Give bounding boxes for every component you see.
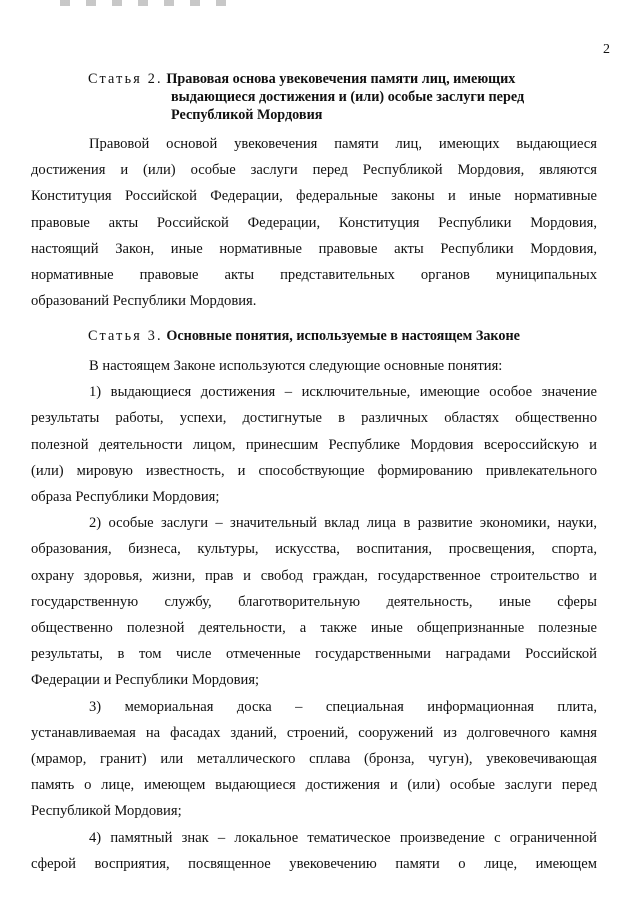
item-2-line: охрану здоровья, жизни, прав и свобод граждан, государственное строительство и: [31, 567, 597, 584]
page-number: 2: [603, 42, 610, 57]
item-4-line: 4) памятный знак – локальное тематическое произведение с ограниченной: [89, 829, 597, 846]
article-3-label: Статья 3.: [88, 328, 163, 344]
item-2-line: Федерации и Республики Мордовия;: [31, 672, 260, 689]
body-line: Правовой основой увековечения памяти лиц, имеющих выдающиеся: [89, 136, 597, 152]
body-line: нормативные правовые акты представительных органов муниципальных: [31, 267, 597, 284]
item-2-line: общественно полезной деятельности, а также иные общепризнанные полезные: [31, 620, 597, 637]
body-line: правовые акты Российской Федерации, Конституция Республики Мордовия,: [31, 214, 597, 231]
body-line: образований Республики Мордовия.: [31, 293, 257, 310]
item-1-line: (или) мировую известность, и способствующие формированию привлекательного: [31, 462, 597, 479]
item-1-line: образа Республики Мордовия;: [31, 489, 220, 506]
item-2-line: государственную службу, благотворительную деятельность, иные сферы: [31, 593, 597, 610]
article-3-title: Основные понятия, используемые в настоящем Законе: [166, 328, 520, 344]
item-1-line: полезной деятельности лицом, принесшим Республике Мордовия всероссийскую и: [31, 436, 597, 453]
article-2-title-line-3: Республикой Мордовия: [171, 107, 323, 123]
body-line: достижения и (или) особые заслуги перед Республикой Мордовия, являются: [31, 162, 597, 179]
article-2-heading: [88, 70, 608, 124]
body-line: настоящий Закон, иные нормативные правовые акты Республики Мордовия,: [31, 240, 597, 257]
article-2-label: Статья 2.: [88, 71, 163, 87]
item-3-line: 3) мемориальная доска – специальная информационная плита,: [89, 698, 597, 715]
item-4-line: сферой восприятия, посвященное увековечению памяти о лице, имеющем: [31, 855, 597, 872]
item-3-line: (мрамор, гранит) или металлического сплава (бронза, чугун), увековечивающая: [31, 751, 597, 768]
article-2-title-line-1: Правовая основа увековечения памяти лиц, имеющих: [166, 71, 516, 87]
scan-artifact: [60, 0, 240, 6]
item-3-line: Республикой Мордовия;: [31, 803, 182, 820]
article-3-heading: [88, 327, 608, 345]
item-3-line: устанавливаемая на фасадах зданий, строений, сооружений из долговечного камня: [31, 724, 597, 741]
body-line: Конституция Российской Федерации, федеральные законы и иные нормативные: [31, 188, 597, 205]
item-3-line: память о лице, имеющем выдающиеся достижения и (или) особые заслуги перед: [31, 777, 597, 794]
article-3-intro: В настоящем Законе используются следующие основные понятия:: [89, 358, 503, 374]
item-1-line: результаты работы, успехи, достигнутые в различных областях общественно: [31, 410, 597, 427]
article-2-title-line-2: выдающиеся достижения и (или) особые заслуги перед: [171, 89, 525, 105]
article-3-body: [31, 353, 597, 877]
item-1-line: 1) выдающиеся достижения – исключительные, имеющие особое значение: [89, 384, 597, 401]
article-2-body: [31, 131, 597, 314]
item-2-line: 2) особые заслуги – значительный вклад лица в развитие экономики, науки,: [89, 515, 597, 532]
item-2-line: результаты, в том числе отмеченные государственными наградами Российской: [31, 646, 597, 663]
item-2-line: образования, бизнеса, культуры, искусства, воспитания, просвещения, спорта,: [31, 541, 597, 558]
